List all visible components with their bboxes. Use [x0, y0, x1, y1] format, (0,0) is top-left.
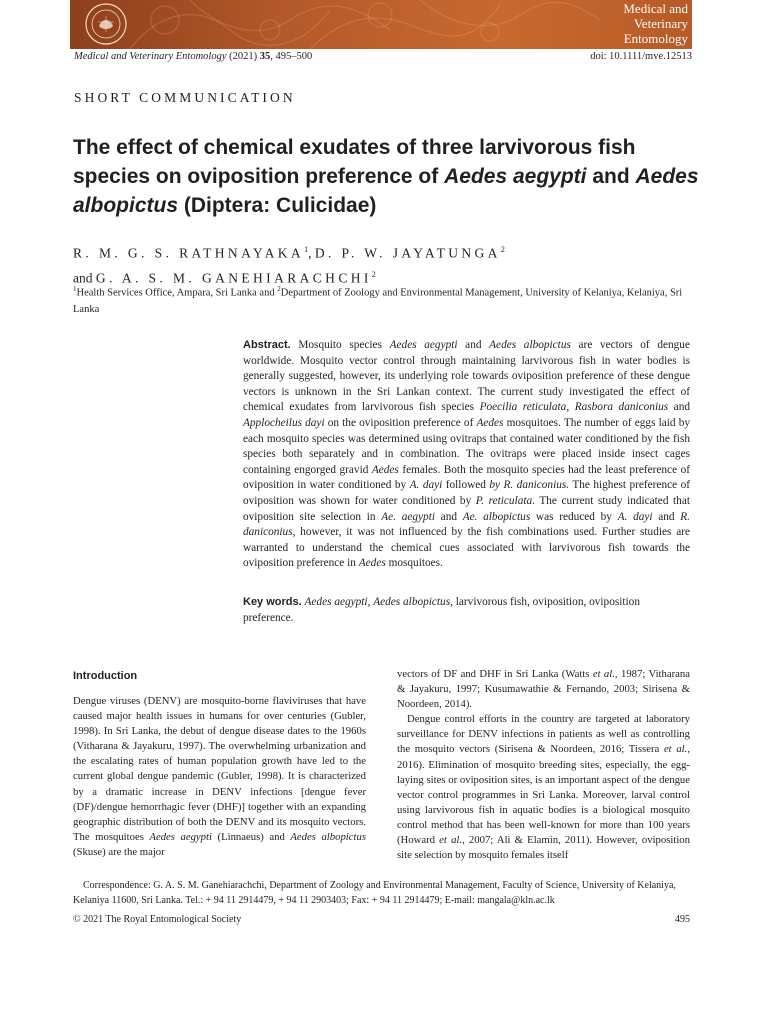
body-species: Aedes aegypti — [149, 830, 212, 843]
intro-paragraph-continued — [397, 667, 690, 712]
abstract-species: Rasbora daniconius — [574, 401, 669, 414]
abstract-text: The highest preference of oviposition was shown for water conditioned by — [243, 479, 690, 507]
abstract-text: Mosquito species — [290, 339, 390, 351]
affiliations — [73, 281, 693, 318]
abstract-text: followed — [442, 479, 490, 492]
citation-journal: Medical and Veterinary Entomology — [74, 51, 227, 62]
abstract-text: mosquitoes. — [385, 557, 443, 570]
author-affil-sup: 1 — [304, 245, 309, 254]
title-species: Aedes aegypti — [444, 165, 587, 188]
affil-text: Health Services Office, Ampara, Sri Lanka and — [76, 287, 278, 299]
journal-mark-line: Entomology — [623, 31, 688, 46]
banner-decoration — [70, 0, 692, 49]
abstract-text: , however, it was not influenced by the fish combinations used. Further studies are warranted to understand the chemical cues associated with larvivorous fish towards the oviposition preference in — [243, 526, 690, 570]
title-part: The effect of chemical exudates of three larvivorous fish species on oviposition preference of — [73, 136, 636, 188]
keywords — [243, 595, 690, 626]
body-text: (Skuse) are the major — [73, 845, 165, 858]
title-species: Aedes albopictus — [73, 165, 699, 217]
author-name: D. P. W. JAYATUNGA — [314, 245, 501, 261]
body-text: Dengue viruses (DENV) are mosquito-borne flaviviruses that have caused major health issues in humans for over centuries (Gubler, 1998). In Sri Lanka, the debut of dengue disease dates to the 1960s (Vitharana & Jayakuru, 1997). The overwhelming urbanization and the escalating rates of human population growth have led to the current global dengue pandemic (Gubler, 1998). It is characterized by a dramatic increase in DENV infections [dengue fever (DF)/dengue hemorrhagic fever (DHF)] together with an expanding geographic distribution of both the DENV and its mosquito vectors. The mosquitoes — [73, 695, 366, 843]
abstract-species: by R. daniconius. — [489, 479, 570, 492]
abstract-text: , — [566, 401, 575, 414]
abstract-species: Aedes — [476, 416, 504, 429]
abstract-species: Poecilia reticulata — [479, 401, 567, 414]
article-title — [73, 133, 713, 220]
abstract-species: A. dayi — [617, 510, 653, 523]
body-text: , 2007; Ali & Elamin, 2011). However, oviposition site selection by mosquito females itself — [397, 834, 690, 862]
abstract-species: Aedes — [371, 463, 399, 476]
abstract-species: Ae. aegypti — [381, 510, 435, 523]
citation-year: (2021) — [229, 51, 258, 62]
abstract-text: and — [457, 339, 490, 351]
keyword: Aedes aegypti — [304, 596, 368, 608]
affil-sup: 1 — [73, 285, 77, 293]
copyright: © 2021 The Royal Entomological Society — [73, 914, 242, 925]
abstract-text: are vectors of dengue worldwide. Mosquito vector control through maintaining larvivorous fish in water bodies is generally suggested, however, its underlying role towards oviposition preference of these dengue vectors is unknown in the Sri Lankan context. The current study investigated the effect of chemical exudates from larvivorous fish species — [243, 339, 690, 414]
abstract-text: and — [652, 510, 681, 523]
body-text: , 1987; Vitharana & Jayakuru, 1997; Kusumawathie & Fernando, 2003; Sirisena & Noordeen, 2014). — [397, 668, 691, 711]
affil-sup: 2 — [277, 285, 281, 293]
journal-mark-line: Veterinary — [633, 16, 688, 31]
article-type: SHORT COMMUNICATION — [74, 90, 296, 105]
keyword-sep: , — [367, 596, 374, 608]
author-name: G. A. S. M. GANEHIARACHCHI — [95, 270, 372, 285]
author-separator: , — [308, 245, 315, 261]
abstract-species: A. dayi — [409, 479, 443, 492]
body-text: vectors of DF and DHF in Sri Lanka (Watts — [397, 668, 593, 680]
abstract-species: Aedes — [358, 557, 386, 570]
author-affil-sup: 2 — [371, 269, 376, 279]
page-footer — [73, 914, 690, 928]
author-name: R. M. G. S. RATHNAYAKA — [73, 245, 305, 261]
abstract-species: R. daniconius — [243, 510, 690, 539]
doi[interactable]: doi: 10.1111/mve.12513 — [590, 51, 692, 62]
intro-paragraph — [73, 694, 366, 860]
citation-pages: , 495–500 — [270, 51, 313, 62]
body-italic: et al. — [592, 668, 615, 680]
abstract-label: Abstract. — [243, 339, 291, 351]
author-and: and — [73, 270, 96, 285]
title-part: (Diptera: Culicidae) — [178, 194, 377, 217]
abstract-text: on the oviposition preference of — [324, 416, 477, 429]
title-part: and — [586, 165, 636, 188]
abstract — [243, 338, 690, 572]
correspondence-note: Correspondence: G. A. S. M. Ganehiarachchi, Department of Zoology and Environmental Management, Faculty of Science, University of Kelaniya, Kelaniya 11600, Sri Lanka. Tel.: + 94 11 2914479, + 94 11 2903403; Fax: + 94 11 2914479; E-mail: mangala@kln.ac.lk — [73, 880, 676, 906]
author-affil-sup: 2 — [500, 245, 505, 254]
body-text: (Linnaeus) and — [211, 830, 291, 843]
page-number: 495 — [675, 914, 690, 925]
section-heading-introduction: Introduction — [73, 670, 138, 682]
intro-paragraph — [397, 712, 690, 863]
abstract-species: Aedes albopictus — [489, 339, 571, 351]
society-seal-icon — [84, 2, 128, 46]
keywords-label: Key words. — [243, 596, 302, 608]
body-text: , 2016). Elimination of mosquito breeding sites, especially, the egg-laying sites or oviposition sites, is an important aspect of the dengue vector control programmes in Sri Lanka. Moreover, larval control using larvivorous fish in aquatic bodies is a biological mosquito control method that has been well-known for more than 100 years (Howard — [397, 743, 690, 847]
journal-mark-line: Medical and — [623, 1, 688, 16]
journal-mark — [623, 1, 688, 46]
abstract-text: and — [668, 401, 690, 414]
abstract-text: mosquitoes. The number of eggs laid by each mosquito species was determined using ovitraps that contained water conditioned by the fish species both separately and in combination. The ovitraps were placed inside insect cages containing engorged gravid — [243, 416, 691, 476]
body-column-right — [397, 667, 690, 863]
body-species: Aedes albopictus — [290, 830, 366, 843]
keyword-rest: , larvivorous fish, oviposition, oviposition preference. — [243, 596, 640, 624]
keyword: Aedes albopictus — [373, 596, 451, 608]
body-italic: et al. — [439, 834, 463, 847]
abstract-species: Ae. albopictus — [462, 510, 531, 523]
citation-volume: 35 — [259, 51, 271, 62]
abstract-text: females. Both the mosquito species had the least preference of oviposition in water conditioned by — [243, 463, 690, 492]
abstract-text: and — [434, 510, 463, 523]
abstract-species: Applocheilus dayi — [243, 416, 325, 429]
body-italic: et al. — [663, 743, 688, 756]
abstract-species: Aedes aegypti — [389, 339, 458, 351]
affil-text: Department of Zoology and Environmental Management, University of Kelaniya, Kelaniya, Sri Lanka — [73, 287, 683, 315]
journal-citation — [74, 51, 312, 62]
journal-banner — [70, 0, 692, 49]
citation-row — [74, 51, 692, 65]
abstract-text: was reduced by — [530, 510, 618, 523]
body-text: Dengue control efforts in the country are targeted at laboratory surveillance for DENV infections in patients as well as controlling the mosquito vectors (Sirisena & Noordeen, 2016; Tissera — [397, 713, 690, 756]
abstract-text: . The current study indicated that oviposition site selection in — [243, 494, 690, 523]
abstract-species: P. reticulata — [475, 494, 533, 507]
body-column-left — [73, 670, 366, 860]
